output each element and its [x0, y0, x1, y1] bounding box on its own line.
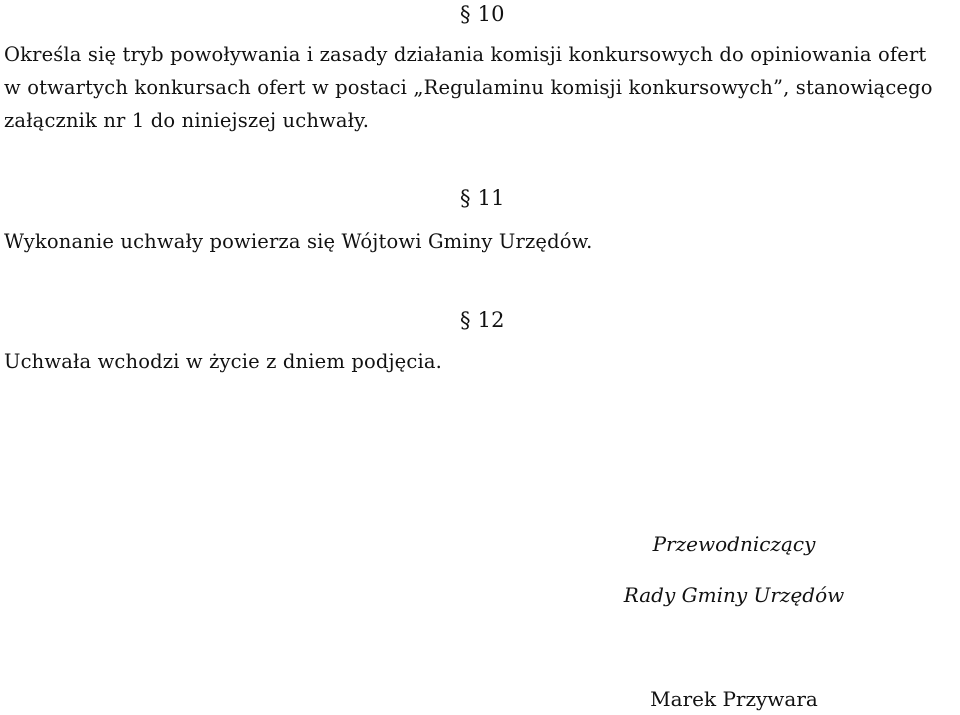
- section-10-heading: § 10: [460, 2, 505, 26]
- section-11-paragraph: [4, 225, 959, 258]
- signature-council: Rady Gminy Urzędów: [623, 583, 845, 607]
- signature-name: Marek Przywara: [650, 687, 818, 711]
- signature-title: Przewodniczący: [652, 532, 816, 556]
- paragraph-line: w otwartych konkursach ofert w postaci „Regulaminu komisji konkursowych”, stanowiącego: [4, 76, 933, 99]
- section-12-paragraph: [4, 345, 959, 378]
- section-12-heading: § 12: [460, 308, 505, 332]
- paragraph-line: Określa się tryb powoływania i zasady działania komisji konkursowych do opiniowania ofert: [4, 43, 927, 66]
- section-11-heading: § 11: [460, 186, 505, 210]
- section-10-paragraph: [4, 38, 959, 137]
- paragraph-line: Uchwała wchodzi w życie z dniem podjęcia.: [4, 350, 442, 373]
- paragraph-line: załącznik nr 1 do niniejszej uchwały.: [4, 109, 370, 132]
- paragraph-line: Wykonanie uchwały powierza się Wójtowi Gminy Urzędów.: [4, 230, 593, 253]
